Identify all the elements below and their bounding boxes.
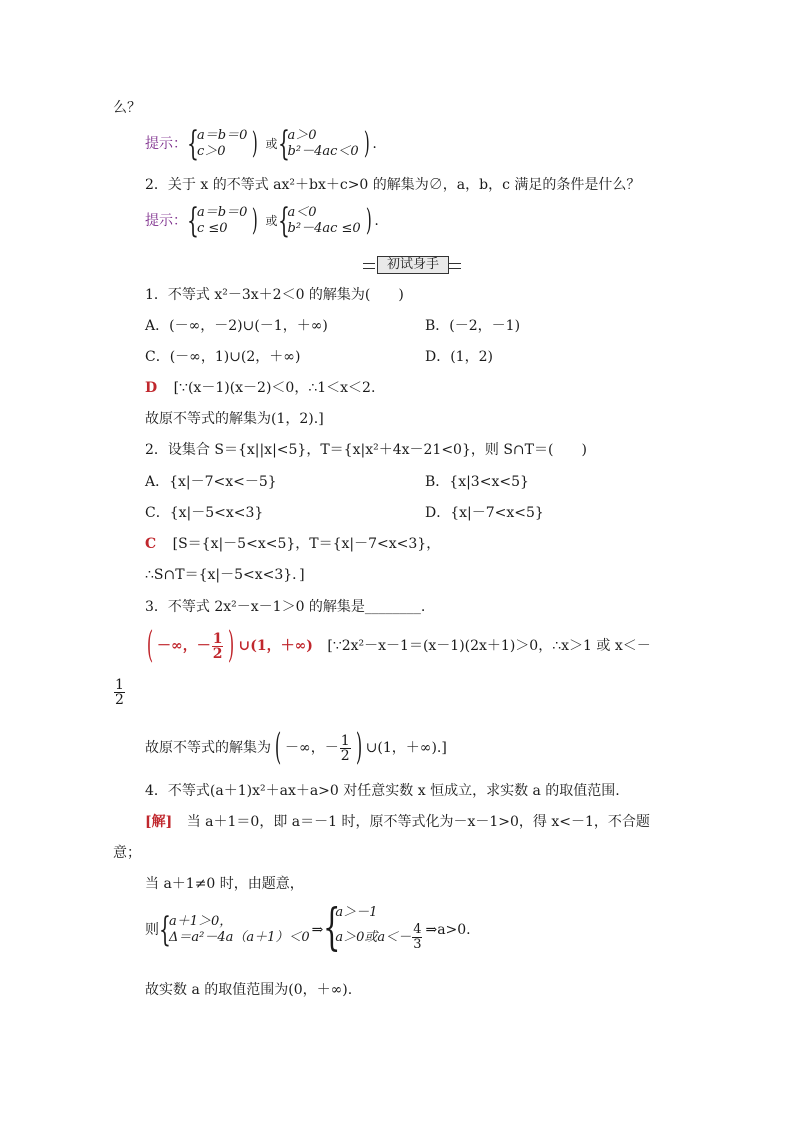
condition-system: { a＞0 b²－4ac＜0	[277, 124, 359, 164]
condition-system: { a＝b＝0 c ≤0	[187, 201, 248, 241]
problem-3: 3．不等式 2x²－x－1＞0 的解集是________.	[145, 599, 426, 615]
condition-system: { a＜0 b²－4ac ≤0	[277, 201, 361, 241]
option-1c: C．(－∞，1)∪(2，＋∞)	[145, 349, 301, 365]
solution-4: [解] 当 a＋1＝0，即 a＝－1 时，原不等式化为－x－1>0，得 x<－1，不合题	[145, 814, 650, 830]
solution-tag: [解]	[145, 814, 173, 830]
solution-4-cont: 意；	[113, 845, 141, 861]
solution-2: C [S＝{x|－5<x<5}，T＝{x|－7<x<3}，	[145, 536, 441, 552]
problem-4: 4．不等式(a＋1)x²＋ax＋a>0 对任意实数 x 恒成立，求实数 a 的取值范围.	[145, 783, 620, 799]
option-2b: B．{x|3<x<5}	[425, 474, 529, 490]
option-1a: A．(－∞，－2)∪(－1，＋∞)	[145, 318, 328, 334]
solution-4-case: 当 a＋1≠0 时，由题意，	[145, 876, 304, 892]
section-banner	[363, 256, 463, 273]
option-1d: D．(1，2)	[425, 349, 493, 365]
solution-1-cont: 故原不等式的解集为(1，2).]	[145, 411, 324, 427]
solution-3-cont: 故原不等式的解集为 ( －∞，－ $\frac{1}{2}$ ) ∪(1，＋∞).]	[145, 727, 447, 768]
hint-label: 提示：	[145, 213, 187, 229]
answer-letter: C	[145, 536, 157, 552]
problem-1: 1．不等式 x²－3x＋2＜0 的解集为( )	[145, 287, 404, 303]
solution-2-cont: ∴S∩T＝{x|－5<x<3}．]	[145, 567, 305, 583]
hint-1: 提示： { a＝b＝0 c＞0 ) 或 { a＞0 b²－4ac＜0 ) .	[145, 124, 377, 164]
hint-label: 提示：	[145, 136, 187, 152]
question-2: 2．关于 x 的不等式 ax²＋bx＋c>0 的解集为∅，a，b，c 满足的条件是什么？	[145, 177, 641, 193]
answer-3: ( －∞，－ $\frac{1}{2}$ ) ∪(1，＋∞)	[146, 625, 313, 666]
half-fraction: $\frac{1}{2}$	[115, 677, 124, 708]
condition-system: { a＝b＝0 c＞0	[187, 124, 248, 164]
line-continuation: 么？	[113, 100, 141, 116]
solution-4-final: 故实数 a 的取值范围为(0，＋∞).	[145, 982, 353, 998]
option-2a: A．{x|－7<x<－5}	[145, 474, 277, 490]
hint-2: 提示： { a＝b＝0 c ≤0 ) 或 { a＜0 b²－4ac ≤0 ) .	[145, 201, 379, 241]
solution-4-system: 则 { a＋1＞0， Δ＝a²－4a（a＋1）＜0 ⇒ { a＞－1 a＞0或a＜－ $\frac{4}{3}$ ⇒a>0.	[145, 898, 471, 956]
condition-system: { a＞－1 a＞0或a＜－ $\frac{4}{3}$	[323, 898, 422, 956]
condition-system: { a＋1＞0， Δ＝a²－4a（a＋1）＜0	[159, 910, 310, 950]
option-2d: D．{x|－7<x<5}	[425, 505, 544, 521]
solution-1: D [∵(x－1)(x－2)＜0，∴1＜x＜2.	[145, 380, 376, 396]
answer-letter: D	[145, 380, 158, 396]
problem-2: 2．设集合 S＝{x||x|<5}，T＝{x|x²＋4x－21<0}，则 S∩T＝( )	[145, 442, 587, 458]
section-title: 初试身手	[377, 256, 449, 274]
option-2c: C．{x|－5<x<3}	[145, 505, 264, 521]
option-1b: B．(－2，－1)	[425, 318, 521, 334]
solution-3: ( －∞，－ $\frac{1}{2}$ ) ∪(1，＋∞) [∵2x²－x－1＝(x－1)(2x＋1)＞0，∴x＞1 或 x＜－	[143, 628, 651, 668]
